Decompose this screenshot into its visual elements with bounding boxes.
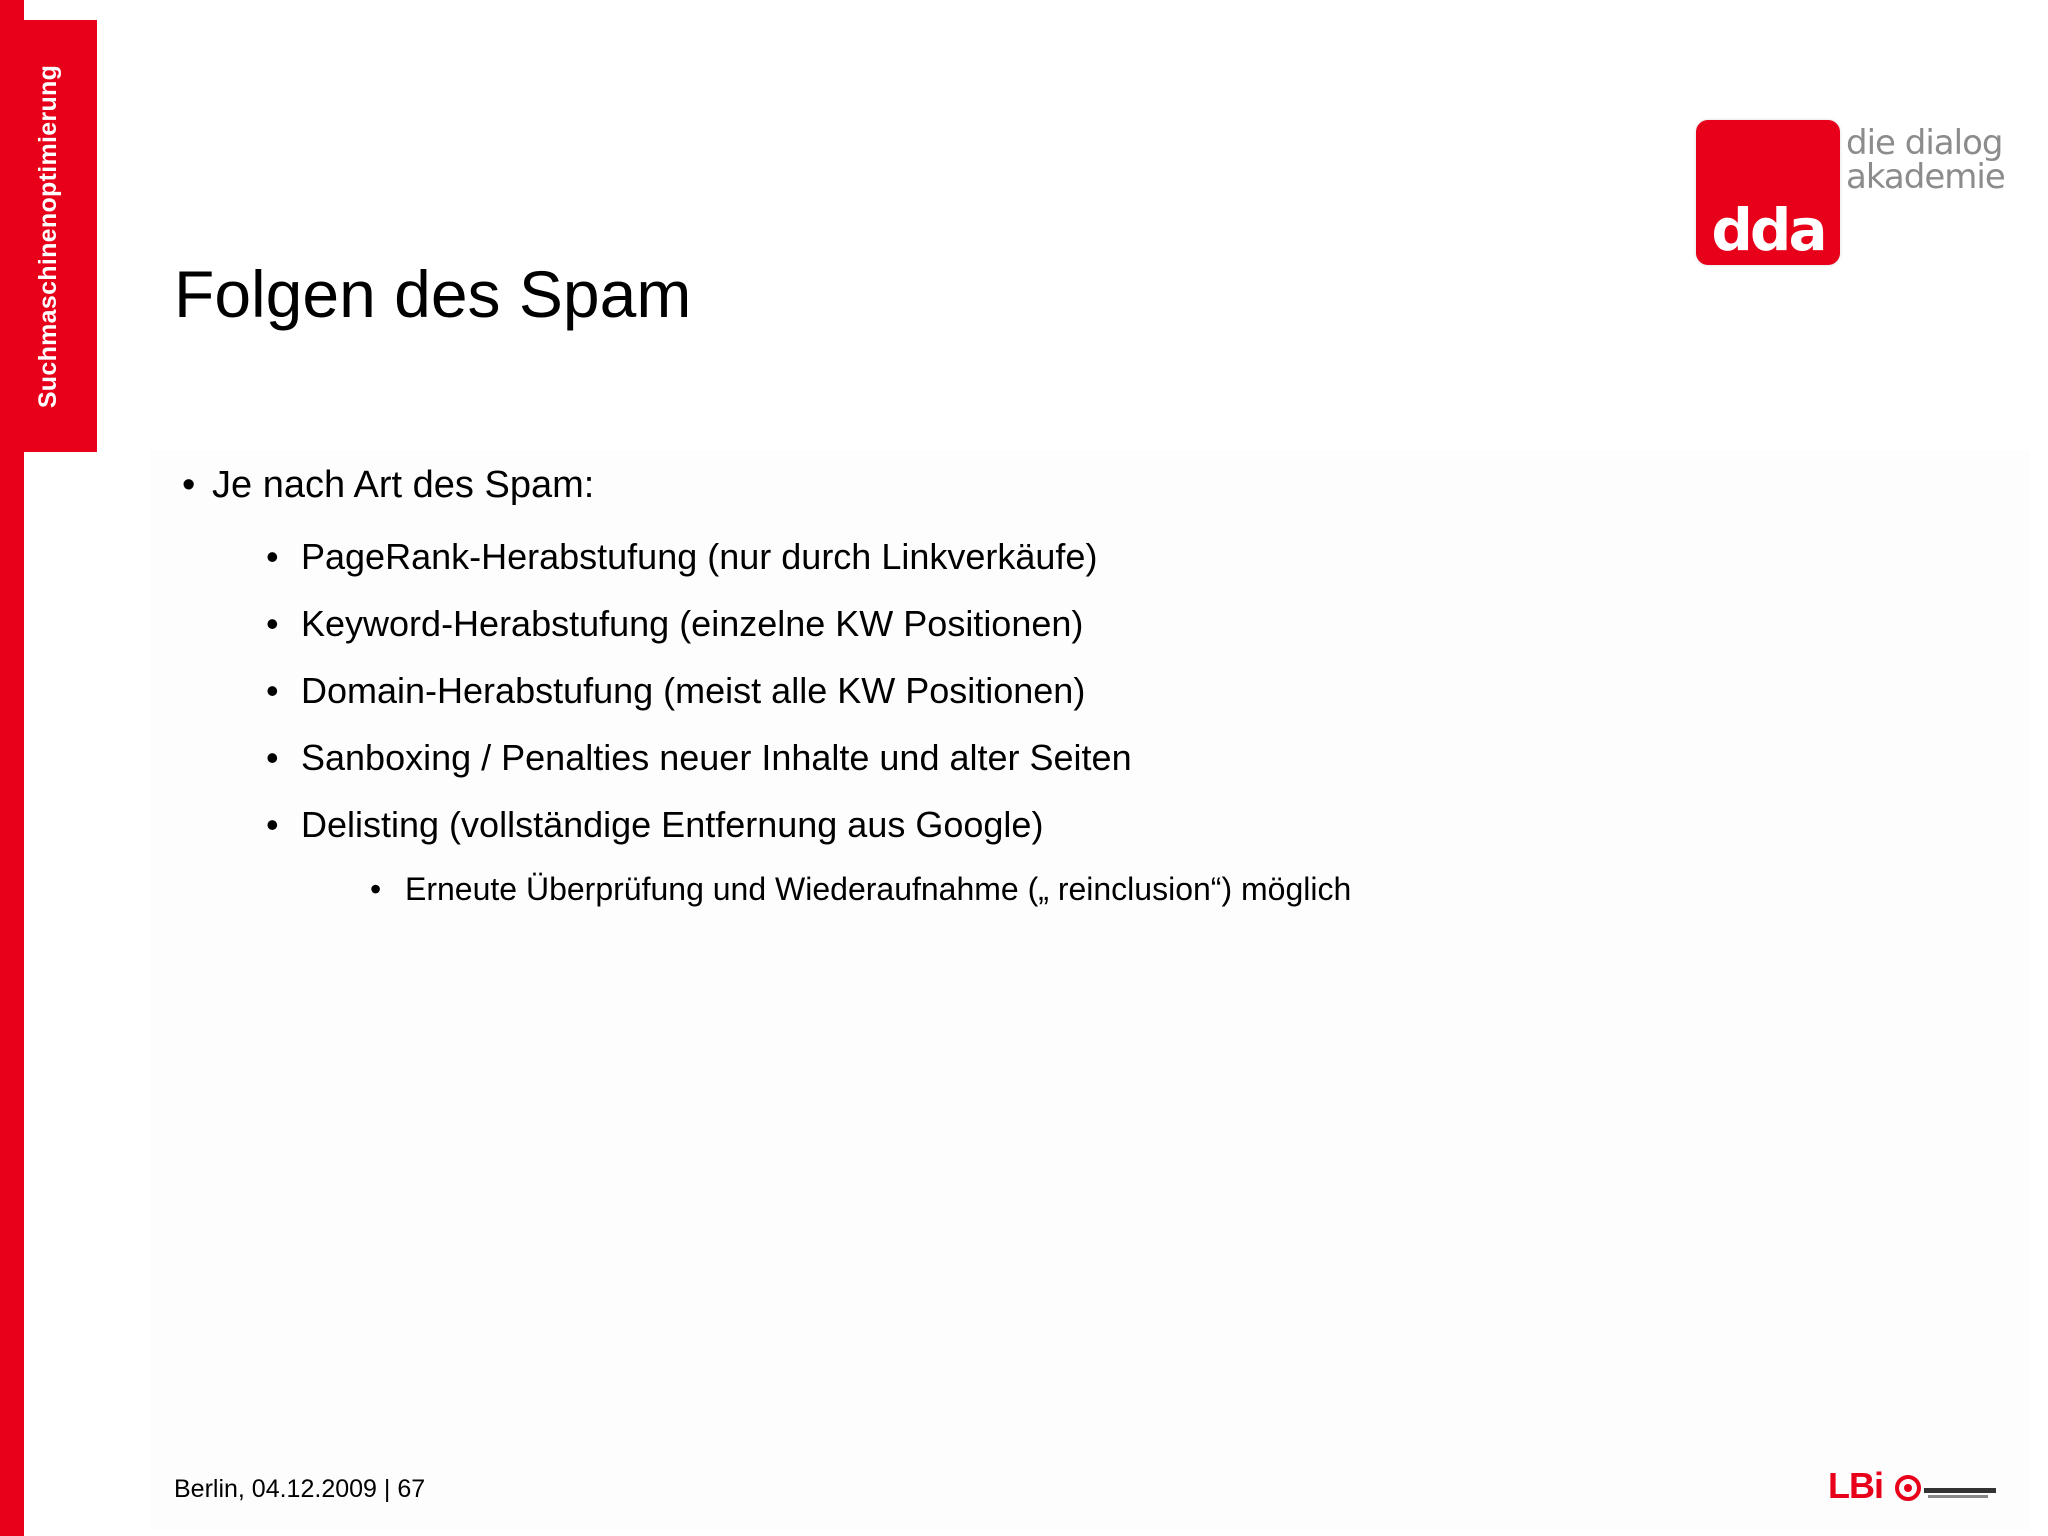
bullet-dot: • — [266, 603, 279, 644]
section-tab — [0, 20, 97, 452]
bullet-dot: • — [266, 536, 279, 577]
lbi-logo — [1828, 1466, 2004, 1510]
bullet-dot: • — [266, 670, 279, 711]
bullet-dot: • — [182, 464, 196, 506]
dda-logo — [1688, 112, 2028, 272]
bullet-item — [266, 737, 1132, 778]
dda-logo-line2: akademie — [1846, 157, 2005, 197]
bullet-item — [266, 804, 1044, 845]
lbi-logo-text: LBi — [1828, 1465, 1883, 1506]
bullet-dot: • — [266, 737, 279, 778]
bullet-text: Sanboxing / Penalties neuer Inhalte und alter Seiten — [301, 737, 1132, 778]
bullet-text: PageRank-Herabstufung (nur durch Linkverkäufe) — [301, 536, 1098, 577]
bullet-item — [182, 464, 595, 506]
dda-logo-box — [1696, 120, 1840, 265]
bullet-item — [266, 536, 1098, 577]
dda-logo-mark: dda — [1711, 196, 1825, 264]
bullet-item — [266, 603, 1084, 644]
bullet-text: Je nach Art des Spam: — [212, 464, 595, 506]
bullet-item — [370, 871, 1352, 907]
partner-logo-icon — [1894, 1468, 2004, 1508]
dda-logo-line1: die dialog — [1846, 123, 2003, 163]
dda-logo-wordmark — [1846, 123, 2005, 197]
bullet-text: Delisting (vollständige Entfernung aus Google) — [301, 804, 1044, 845]
bullet-text: Erneute Überprüfung und Wiederaufnahme („ reinclusion“) möglich — [405, 871, 1352, 907]
bullet-text: Keyword-Herabstufung (einzelne KW Positionen) — [301, 603, 1084, 644]
footer-date-page: Berlin, 04.12.2009 | 67 — [174, 1475, 426, 1503]
bullet-dot: • — [266, 804, 279, 845]
bullet-dot: • — [370, 871, 382, 907]
bullet-text: Domain-Herabstufung (meist alle KW Positionen) — [301, 670, 1086, 711]
section-tab-label: Suchmaschinenoptimierung — [34, 64, 63, 408]
bullet-item — [266, 670, 1086, 711]
slide-title: Folgen des Spam — [174, 257, 692, 331]
